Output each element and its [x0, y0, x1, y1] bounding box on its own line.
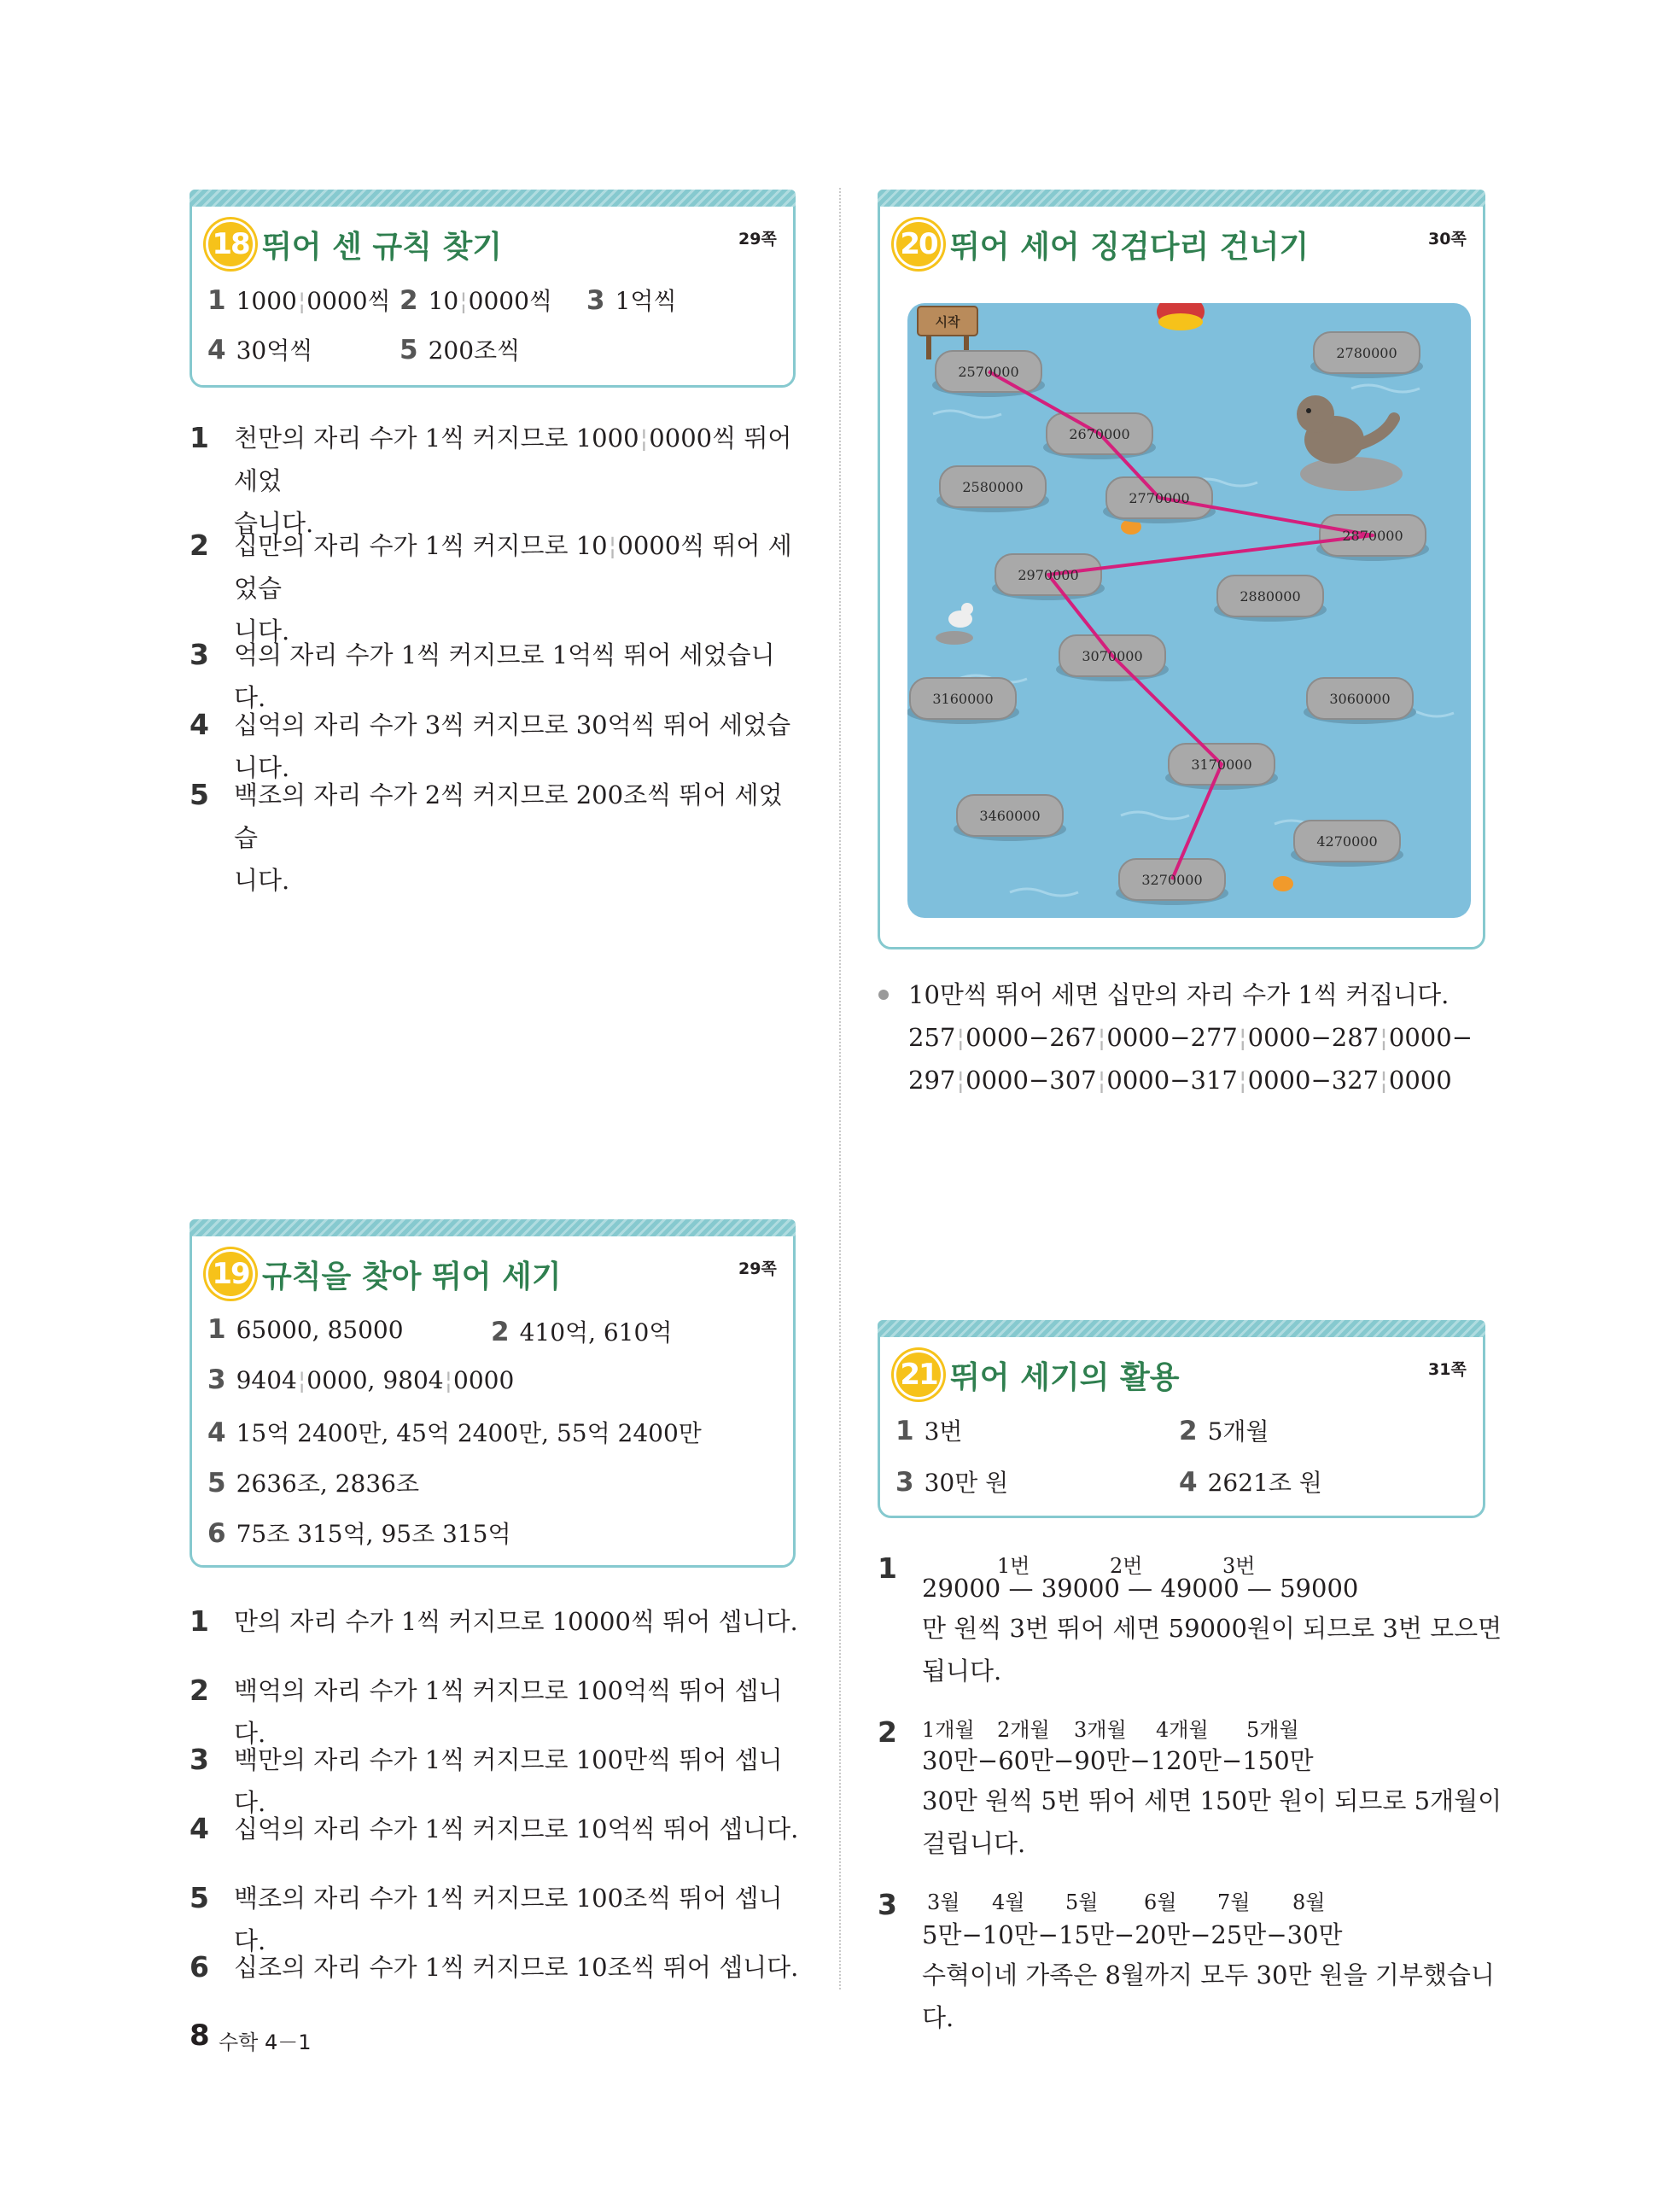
answer-1: 1 65000, 85000	[207, 1314, 404, 1345]
page-reference: 29쪽	[738, 1259, 777, 1278]
answer-number: 3	[207, 1364, 226, 1395]
explanation-text: 수혁이네 가족은 8월까지 모두 30만 원을 기부했습니다.	[922, 1960, 1495, 2032]
answer-6: 6 75조 315억, 95조 315억	[207, 1518, 511, 1549]
column-divider	[839, 188, 841, 1989]
month-label: 4개월	[1156, 1718, 1209, 1742]
explanation-number: 1	[190, 421, 209, 454]
card-header-bar	[190, 1219, 796, 1236]
answer-number: 6	[207, 1518, 226, 1549]
answer-number: 3	[586, 285, 605, 316]
explanation-number: 4	[190, 1812, 209, 1845]
answer-number: 2	[491, 1317, 510, 1347]
page-reference: 29쪽	[738, 230, 777, 248]
answer-5: 5 2636조, 2836조	[207, 1468, 419, 1499]
explanation-number: 3	[190, 1743, 209, 1776]
stone-label: 3170000	[1191, 757, 1252, 773]
answer-number: 4	[207, 1417, 226, 1448]
stone-label: 3160000	[932, 691, 994, 707]
month-label: 5개월	[1246, 1718, 1299, 1742]
explanation-19-2: 2 백억의 자리 수가 1씩 커지므로 100억씩 뛰어 셉니다.	[190, 1669, 804, 1712]
sequence-line-2: 297¦0000−307¦0000−317¦0000−327¦0000	[908, 1066, 1452, 1095]
answer-number: 1	[207, 285, 226, 316]
explanation-number: 4	[190, 708, 209, 741]
counting-sequence: 30만−60만−90만−120만−150만	[922, 1746, 1314, 1775]
jump-label: 2번	[1110, 1554, 1143, 1578]
month-label: 8월	[1292, 1890, 1326, 1914]
page-number: 8	[190, 2019, 210, 2053]
answer-4: 4 15억 2400만, 45억 2400만, 55억 2400만	[207, 1417, 702, 1448]
stone-label: 3060000	[1329, 691, 1391, 707]
stone-label: 2570000	[958, 364, 1019, 380]
explanation-number: 5	[190, 778, 209, 811]
page-reference: 31쪽	[1428, 1360, 1467, 1379]
explanation-18-5: 5 백조의 자리 수가 2씩 커지므로 200조씩 뛰어 세었습 니다.	[190, 774, 804, 859]
explanation-18-1: 1 천만의 자리 수가 1씩 커지므로 1000¦0000씩 뛰어 세었 습니다.	[190, 417, 804, 502]
explanation-18-4: 4 십억의 자리 수가 3씩 커지므로 30억씩 뛰어 세었습니다.	[190, 704, 804, 746]
answer-1: 1 3번	[895, 1416, 963, 1446]
month-label: 5월	[1065, 1890, 1099, 1914]
explanation-number: 3	[878, 1888, 897, 1921]
explanation-text: 만 원씩 3번 뛰어 세면 59000원이 되므로 3번 모으면 됩니다.	[922, 1614, 1502, 1686]
digit-separator: ¦	[639, 424, 649, 453]
answer-number: 5	[400, 335, 418, 365]
explanation-20: 10만씩 뛰어 세면 십만의 자리 수가 1씩 커집니다. 257¦0000−267¦0000−277¦0000−287¦0000− 297¦0000−307¦0000−317¦0000−327¦0000	[908, 973, 1523, 1101]
section-title: 규칙을 찾아 뛰어 세기	[262, 1259, 562, 1294]
card-21	[878, 1320, 1485, 1518]
section-badge: 18	[206, 219, 255, 269]
month-label: 3월	[927, 1890, 960, 1914]
turtle-illustration	[1157, 303, 1205, 330]
section-title: 뛰어 센 규칙 찾기	[262, 230, 503, 265]
explanation-18-2: 2 십만의 자리 수가 1씩 커지므로 10¦0000씩 뛰어 세었습 니다.	[190, 524, 804, 610]
explanation-number: 2	[190, 529, 209, 562]
answer-number: 4	[1179, 1467, 1198, 1498]
counting-sequence: 29000 — 39000 — 49000 — 59000	[922, 1574, 1359, 1603]
month-label: 2개월	[997, 1718, 1050, 1742]
stone-label: 2780000	[1336, 345, 1397, 361]
explanation-number: 6	[190, 1950, 209, 1984]
digit-separator: ¦	[608, 531, 617, 560]
stone-label: 2580000	[962, 479, 1024, 495]
answer-number: 4	[207, 335, 226, 365]
month-label: 6월	[1144, 1890, 1177, 1914]
stone-label: 3270000	[1141, 872, 1203, 888]
bullet-icon	[878, 990, 889, 1000]
section-badge: 19	[206, 1249, 255, 1299]
explanation-19-5: 5 백조의 자리 수가 1씩 커지므로 100조씩 뛰어 셉니다.	[190, 1877, 804, 1919]
month-label: 3개월	[1074, 1718, 1127, 1742]
stone-label: 4270000	[1316, 833, 1378, 850]
answer-5: 5 200조씩	[400, 335, 521, 365]
book-title: 수학 4－1	[219, 2030, 312, 2054]
stepping-stone-illustration	[907, 303, 1471, 918]
month-label: 7월	[1217, 1890, 1251, 1914]
section-badge: 20	[894, 219, 943, 269]
explanation-number: 2	[190, 1674, 209, 1707]
explanation-number: 5	[190, 1881, 209, 1914]
section-title: 뛰어 세기의 활용	[950, 1360, 1180, 1395]
page-reference: 30쪽	[1428, 230, 1467, 248]
answer-4: 4 30억씩	[207, 335, 313, 365]
explanation-19-3: 3 백만의 자리 수가 1씩 커지므로 100만씩 뛰어 셉니다.	[190, 1738, 804, 1781]
section-title: 뛰어 세어 징검다리 건너기	[950, 230, 1310, 265]
card-header-bar	[878, 1320, 1485, 1337]
explanation-18-3: 3 억의 자리 수가 1씩 커지므로 1억씩 뛰어 세었습니다.	[190, 634, 804, 676]
stone-label: 3460000	[979, 808, 1041, 824]
digit-separator: ¦	[297, 287, 306, 315]
card-header-bar	[190, 190, 796, 207]
answer-2: 2 10¦0000씩	[400, 285, 552, 316]
answer-3: 3 9404¦0000, 9804¦0000	[207, 1364, 515, 1395]
answer-4: 4 2621조 원	[1179, 1467, 1322, 1498]
answer-number: 5	[207, 1468, 226, 1499]
explanation-number: 3	[190, 638, 209, 671]
answer-3: 3 30만 원	[895, 1467, 1009, 1498]
answer-number: 3	[895, 1467, 914, 1498]
explanation-19-6: 6 십조의 자리 수가 1씩 커지므로 10조씩 뛰어 셉니다.	[190, 1946, 804, 1989]
stone-label: 2670000	[1069, 426, 1130, 442]
explanation-number: 1	[878, 1551, 897, 1585]
card-header-bar	[878, 190, 1485, 207]
explanation-number: 1	[190, 1604, 209, 1638]
sequence-line-1: 257¦0000−267¦0000−277¦0000−287¦0000−	[908, 1023, 1473, 1052]
explanation-text: 30만 원씩 5번 뛰어 세면 150만 원이 되므로 5개월이 걸립니다.	[922, 1786, 1502, 1858]
answer-number: 2	[400, 285, 418, 316]
card-20	[878, 190, 1485, 949]
digit-separator: ¦	[459, 287, 468, 315]
card-19	[190, 1219, 796, 1568]
month-label: 1개월	[922, 1718, 975, 1742]
answer-2: 2 410억, 610억	[491, 1317, 673, 1347]
stone-label: 3070000	[1082, 648, 1143, 664]
section-badge: 21	[894, 1350, 943, 1399]
answer-1: 1 1000¦0000씩	[207, 285, 391, 316]
answer-number: 1	[207, 1314, 226, 1345]
explanation-19-4: 4 십억의 자리 수가 1씩 커지므로 10억씩 뛰어 셉니다.	[190, 1808, 804, 1850]
counting-sequence: 5만−10만−15만−20만−25만−30만	[922, 1920, 1343, 1949]
explanation-19-1: 1 만의 자리 수가 1씩 커지므로 10000씩 뛰어 셉니다.	[190, 1600, 804, 1643]
month-label: 4월	[992, 1890, 1025, 1914]
jump-label: 3번	[1222, 1554, 1256, 1578]
stone-label: 2870000	[1342, 528, 1403, 544]
jump-label: 1번	[997, 1554, 1030, 1578]
answer-number: 2	[1179, 1416, 1198, 1446]
answer-number: 1	[895, 1416, 914, 1446]
card-18	[190, 190, 796, 388]
stone-label: 2770000	[1129, 490, 1190, 506]
explanation-number: 2	[878, 1715, 897, 1749]
start-sign-label: 시작	[935, 314, 960, 330]
stone-label: 2970000	[1018, 567, 1079, 583]
answer-3: 3 1억씩	[586, 285, 677, 316]
answer-2: 2 5개월	[1179, 1416, 1269, 1446]
stone-label: 2880000	[1240, 588, 1301, 605]
